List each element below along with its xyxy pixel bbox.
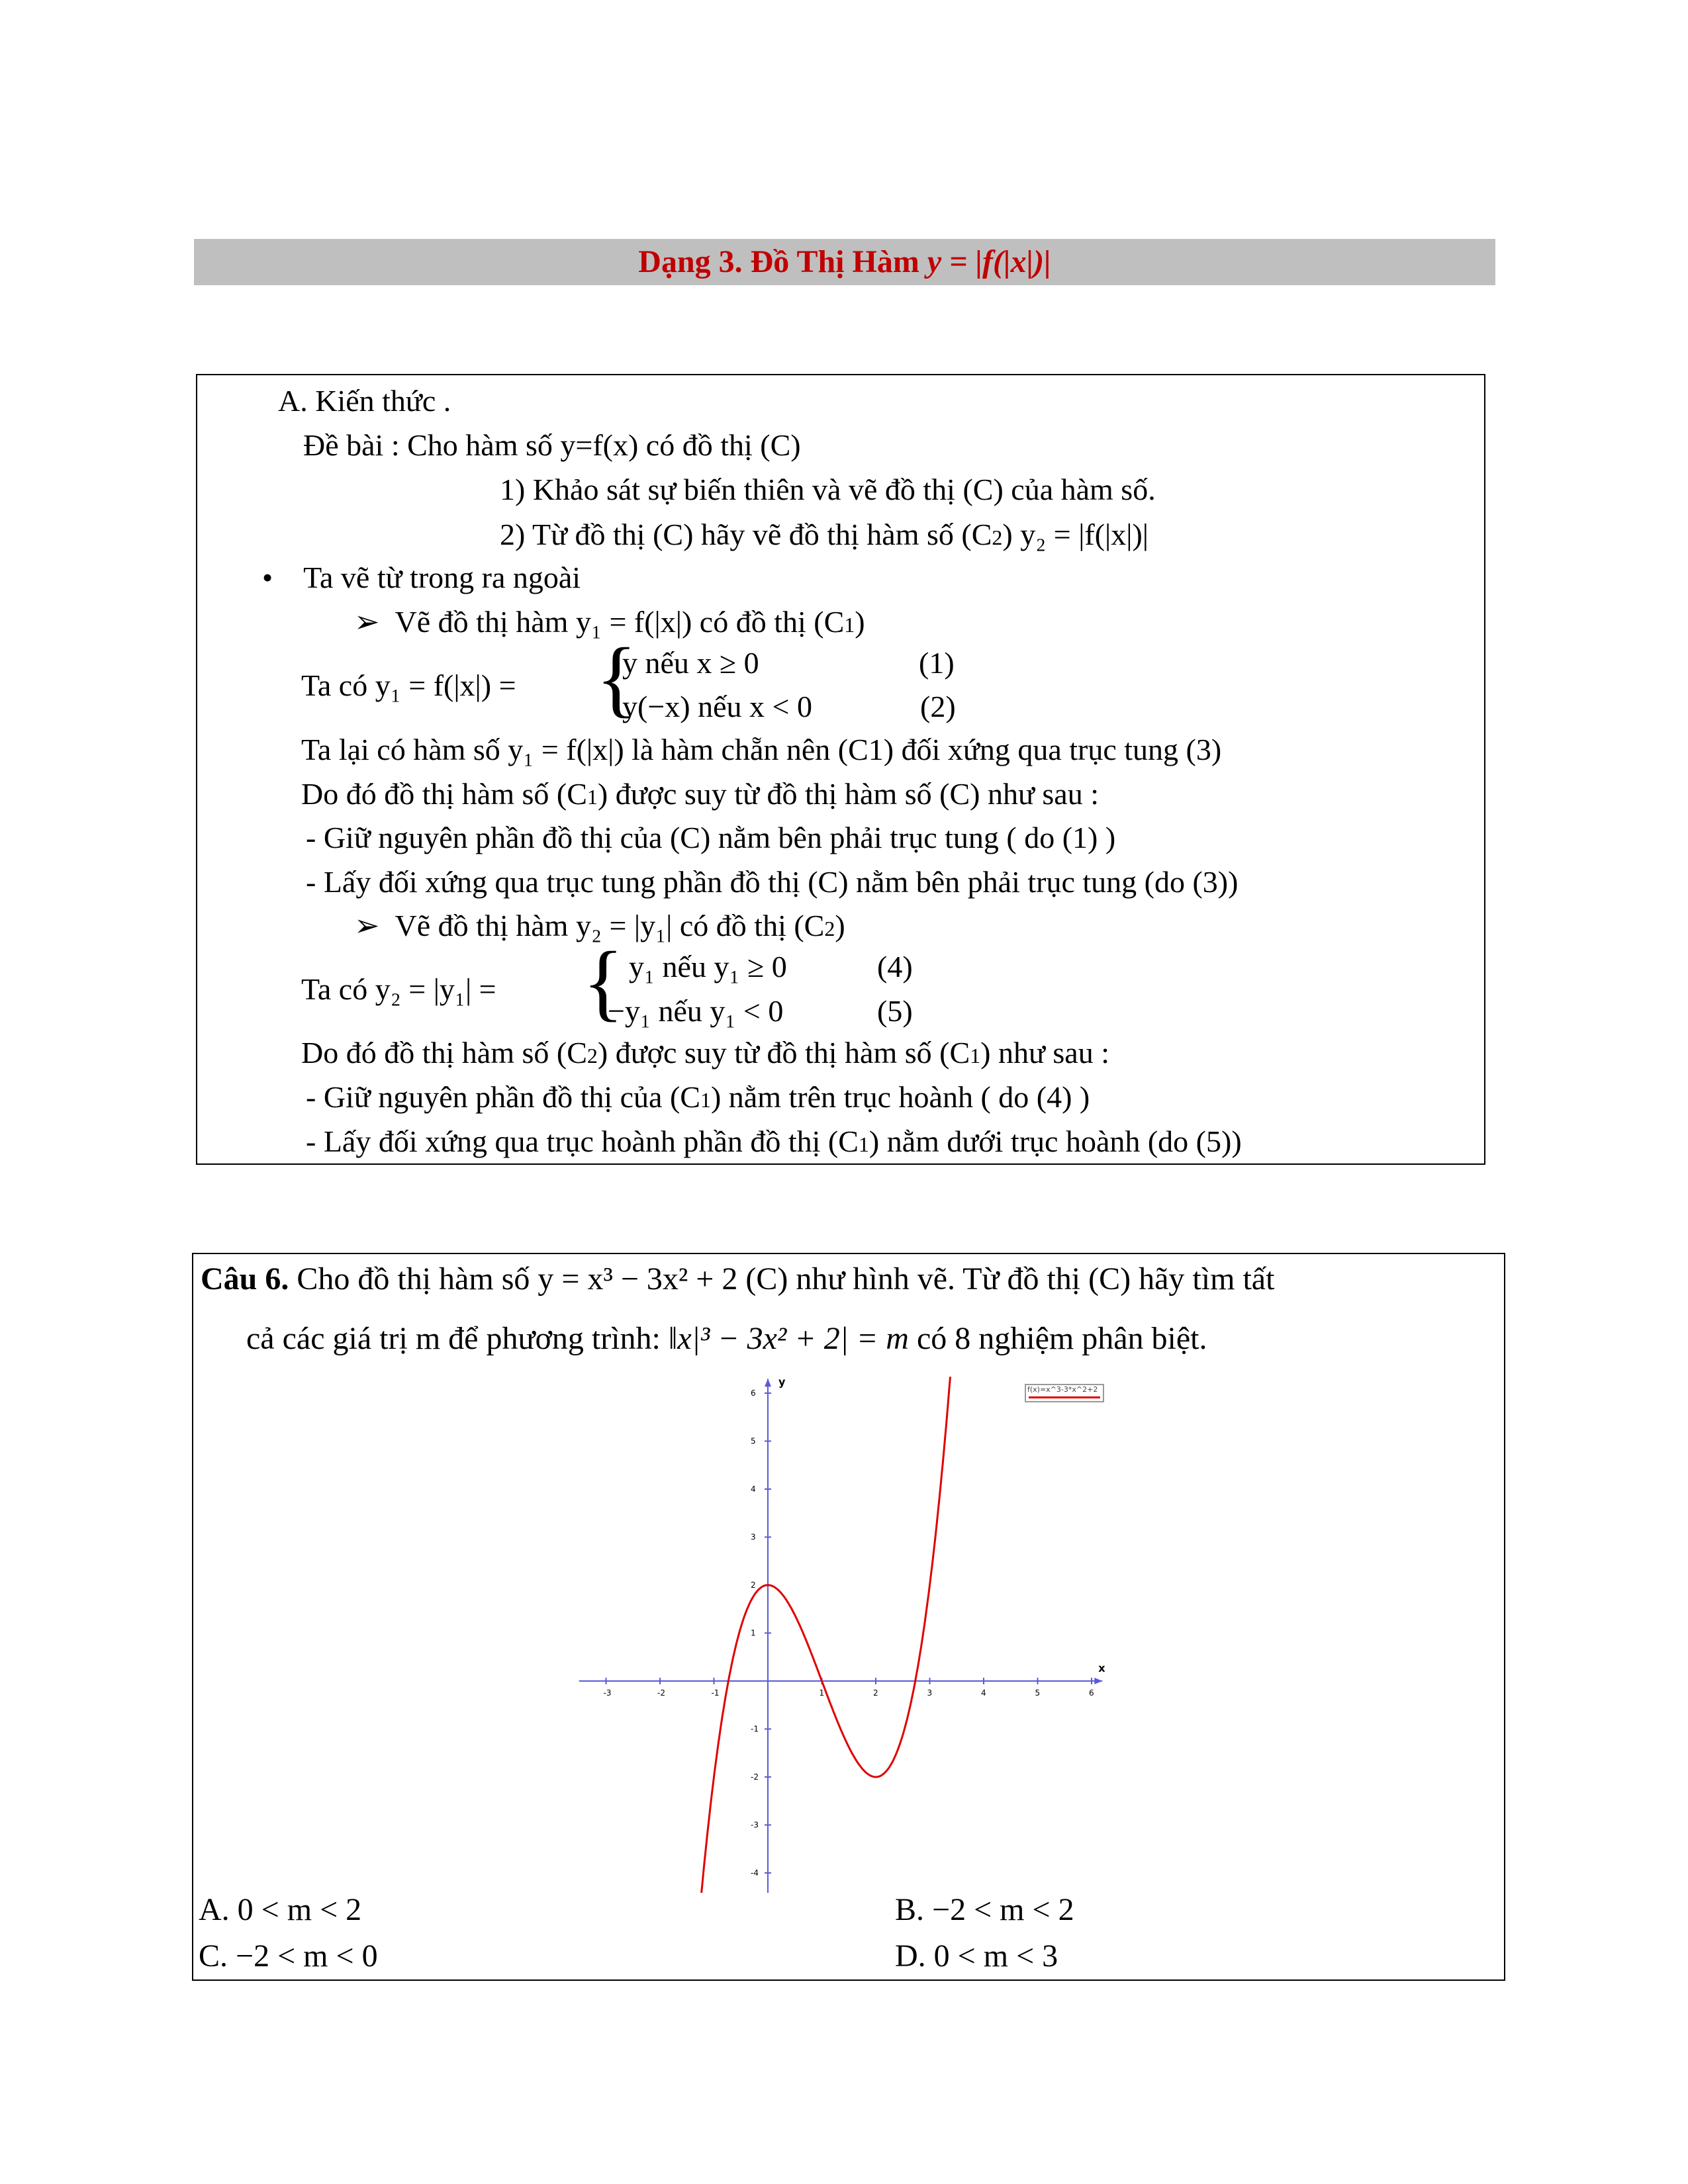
step-2-text: Vẽ đồ thị hàm y₂ = |y₁| có đồ thị (C	[395, 909, 825, 942]
section-title-formula: y = |f(|x|)|	[927, 244, 1051, 279]
answer-c[interactable]: C. −2 < m < 0	[199, 1938, 378, 1974]
question-label: Câu 6.	[201, 1261, 289, 1297]
case-definition-2-label: Ta có y₂ = |y₁| =	[301, 972, 496, 1006]
task-2-text: 2) Từ đồ thị (C) hãy vẽ đồ thị hàm số (C	[500, 518, 992, 551]
bullet-item	[262, 559, 581, 596]
task-1: 1) Khảo sát sự biến thiên và vẽ đồ thị (C) của hàm số.	[500, 473, 1156, 506]
x-tick-label: 1	[819, 1688, 825, 1698]
question-equation: ‖x|³ − 3x² + 2| = m	[668, 1321, 909, 1356]
legend-swatch	[1029, 1396, 1100, 1398]
case-2-bottom-num: (5)	[877, 994, 913, 1028]
section-title-banner	[194, 239, 1495, 285]
y-tick-label: 6	[751, 1388, 756, 1398]
case-1-top: y nếu x ≥ 0	[622, 646, 759, 680]
arrow-icon: ➢	[354, 605, 395, 639]
x-tick-label: -2	[657, 1688, 665, 1698]
y-axis-label: y	[778, 1375, 786, 1388]
question-line-1	[201, 1261, 1274, 1298]
knowledge-heading: A. Kiến thức .	[278, 384, 451, 418]
derivation-2	[301, 1034, 1109, 1074]
y-tick-label: 5	[751, 1436, 756, 1446]
arrow-icon: ➢	[354, 909, 395, 942]
x-axis-arrow-icon	[1094, 1678, 1102, 1684]
task-2-tail: ) y₂ = |f(|x|)|	[1002, 518, 1149, 551]
case-1-top-num: (1)	[919, 646, 955, 680]
problem-statement: Đề bài : Cho hàm số y=f(x) có đồ thị (C)	[303, 428, 801, 462]
derivation-2-mid: ) được suy từ đồ thị hàm số (C	[597, 1036, 970, 1069]
y-tick-label: -3	[751, 1820, 759, 1830]
rule-4	[306, 1123, 1242, 1163]
x-tick-label: 2	[873, 1688, 878, 1698]
x-axis-label: x	[1098, 1662, 1105, 1674]
answer-b[interactable]: B. −2 < m < 2	[895, 1892, 1074, 1927]
derivation-2-sub: 2	[586, 1044, 598, 1068]
step-2-sub: 2	[824, 917, 835, 940]
function-graph	[563, 1370, 1112, 1893]
x-tick-label: 5	[1035, 1688, 1041, 1698]
y-tick-label: -2	[751, 1772, 759, 1782]
answer-a[interactable]: A. 0 < m < 2	[199, 1892, 362, 1927]
question-text-3: có 8 nghiệm phân biệt.	[908, 1321, 1207, 1356]
case-2-top-num: (4)	[877, 950, 913, 983]
x-tick-label: 4	[981, 1688, 986, 1698]
derivation-1	[301, 776, 1099, 815]
case-1-bottom: y(−x) nếu x < 0	[622, 690, 812, 723]
question-text-1: Cho đồ thị hàm số y = x³ − 3x² + 2 (C) như hình vẽ. Từ đồ thị (C) hãy tìm tất	[289, 1261, 1275, 1297]
x-tick-label: 6	[1089, 1688, 1094, 1698]
step-1-text: Vẽ đồ thị hàm y₁ = f(|x|) có đồ thị (C	[395, 605, 845, 639]
bullet-text: Ta vẽ từ trong ra ngoài	[303, 561, 581, 594]
answer-d[interactable]: D. 0 < m < 3	[895, 1938, 1058, 1974]
derivation-1-tail: ) được suy từ đồ thị hàm số (C) như sau :	[597, 777, 1100, 811]
step-1-sub: 1	[844, 613, 855, 637]
rule-4-tail: ) nằm dưới trục hoành (do (5))	[868, 1124, 1242, 1158]
y-tick-label: 3	[751, 1532, 756, 1542]
rule-3-tail: ) nằm trên trục hoành ( do (4) )	[710, 1080, 1090, 1114]
step-1-tail: )	[855, 605, 865, 639]
y-tick-label: 4	[751, 1484, 756, 1494]
function-curve	[700, 1377, 950, 1893]
section-title-prefix: Dạng 3. Đồ Thị Hàm	[638, 244, 927, 279]
rule-3-sub: 1	[700, 1088, 711, 1112]
question-text-2: cả các giá trị m để phương trình:	[246, 1321, 669, 1356]
rule-3-text: - Giữ nguyên phần đồ thị của (C	[306, 1080, 700, 1114]
question-line-2	[246, 1320, 1207, 1357]
derivation-2-sub2: 1	[970, 1044, 981, 1068]
brace-icon: {	[583, 934, 624, 1030]
step-2-tail: )	[835, 909, 845, 942]
case-2-bottom: −y₁ nếu y₁ < 0	[608, 994, 784, 1028]
y-axis-arrow-icon	[765, 1379, 771, 1387]
rule-2: - Lấy đối xứng qua trục tung phần đồ thị (C) nằm bên phải trục tung (do (3))	[306, 865, 1239, 899]
case-1-bottom-num: (2)	[920, 690, 956, 723]
y-tick-label: -1	[751, 1724, 759, 1734]
case-2-top: y₁ nếu y₁ ≥ 0	[629, 950, 787, 983]
derivation-1-sub: 1	[586, 785, 598, 809]
even-function-line: Ta lại có hàm số y₁ = f(|x|) là hàm chẵn nên (C1) đối xứng qua trục tung (3)	[301, 733, 1222, 766]
x-tick-label: 3	[927, 1688, 933, 1698]
y-tick-label: -4	[751, 1868, 759, 1878]
rule-1: - Giữ nguyên phần đồ thị của (C) nằm bên phải trục tung ( do (1) )	[306, 821, 1116, 854]
derivation-1-text: Do đó đồ thị hàm số (C	[301, 777, 587, 811]
y-tick-label: 2	[751, 1580, 756, 1590]
y-tick-label: 1	[751, 1628, 756, 1638]
rule-4-sub: 1	[858, 1132, 869, 1156]
rule-3	[306, 1079, 1090, 1118]
derivation-2-text: Do đó đồ thị hàm số (C	[301, 1036, 587, 1069]
task-2	[500, 516, 1149, 556]
x-tick-label: -1	[711, 1688, 720, 1698]
case-definition-1-label: Ta có y₁ = f(|x|) =	[301, 668, 516, 702]
legend-text: f(x)=x^3-3*x^2+2	[1027, 1385, 1098, 1394]
x-tick-label: -3	[603, 1688, 612, 1698]
bullet-icon: •	[262, 561, 304, 594]
brace-icon: {	[596, 631, 637, 726]
rule-4-text: - Lấy đối xứng qua trục hoành phần đồ thị (C	[306, 1124, 859, 1158]
graph-legend	[1025, 1384, 1104, 1402]
derivation-2-tail: ) như sau :	[980, 1036, 1110, 1069]
task-2-sub: 2	[992, 525, 1003, 549]
